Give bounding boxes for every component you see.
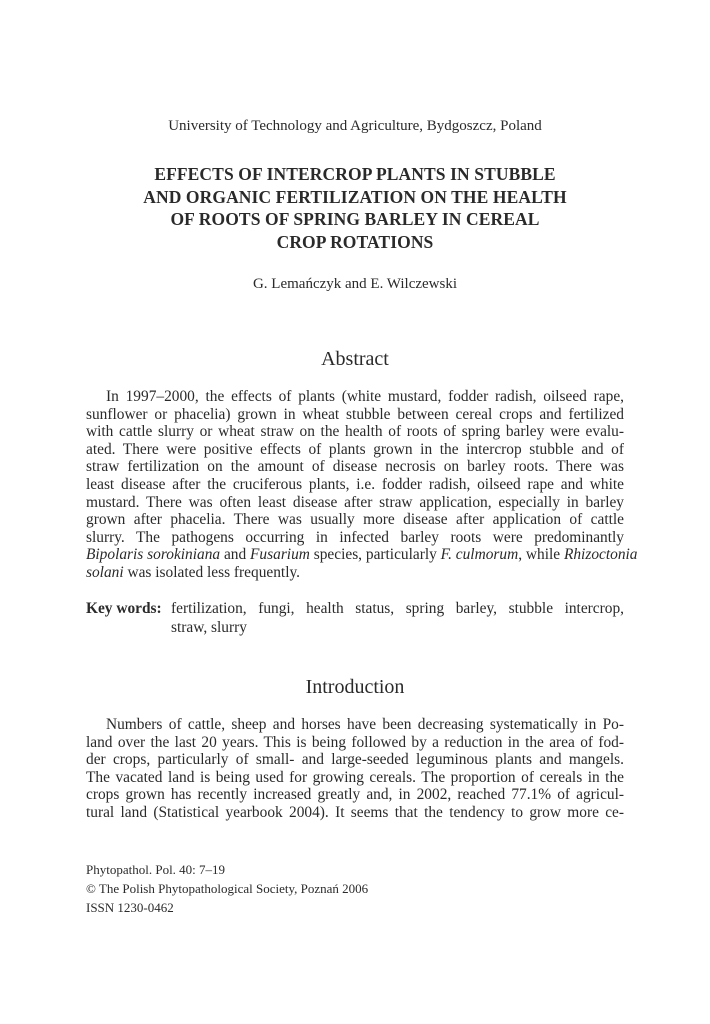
title-line: CROP ROTATIONS: [276, 231, 434, 252]
affiliation: University of Technology and Agriculture, Bydgoszcz, Poland: [168, 118, 542, 134]
abstract-line: slurry. The pathogens occurring in infected barley roots were predominantly: [86, 528, 624, 546]
abstract-line: sunflower or phacelia) grown in wheat stubble between cereal crops and fertilized: [86, 405, 624, 423]
title-line: EFFECTS OF INTERCROP PLANTS IN STUBBLE: [154, 164, 556, 184]
abstract-fragment: was isolated less frequently.: [123, 563, 301, 581]
authors: G. Lemańczyk and E. Wilczewski: [252, 276, 458, 292]
keywords-line: straw, slurry: [171, 618, 247, 636]
title-line: AND ORGANIC FERTILIZATION ON THE HEALTH: [143, 186, 567, 207]
intro-line: land over the last 20 years. This is being followed by a reduction in the area of fod-: [86, 733, 624, 751]
abstract-heading: Abstract: [321, 348, 389, 370]
species-name: Rhizoctonia: [563, 546, 638, 564]
intro-line: Numbers of cattle, sheep and horses have been decreasing systematically in Po-: [106, 716, 624, 733]
keywords-label: Key words:: [86, 600, 162, 617]
abstract-line: grown after phacelia. There was usually more disease after application of cattle: [86, 511, 624, 529]
abstract-line: ated. There were positive effects of plants grown in the intercrop stubble and of: [86, 440, 624, 458]
paper-title: [100, 163, 610, 253]
keywords-line: fertilization, fungi, health status, spring barley, stubble intercrop,: [171, 600, 624, 617]
intro-line: tural land (Statistical yearbook 2004). It seems that the tendency to grow more ce-: [86, 803, 624, 821]
abstract-line: with cattle slurry or wheat straw on the health of roots of spring barley were evalu-: [86, 423, 624, 441]
title-line: OF ROOTS OF SPRING BARLEY IN CEREAL: [170, 209, 540, 229]
abstract-line: In 1997–2000, the effects of plants (white mustard, fodder radish, oilseed rape,: [106, 388, 624, 405]
keywords-list: [171, 600, 624, 637]
species-name: Bipolaris sorokiniana: [86, 546, 221, 564]
species-name: F. culmorum: [440, 546, 519, 564]
introduction-text: [86, 716, 624, 822]
abstract-fragment: species, particularly: [309, 546, 441, 564]
species-name: solani: [86, 563, 124, 581]
abstract-line: least disease after the cruciferous plants, i.e. fodder radish, oilseed rape and white: [86, 475, 624, 493]
copyright-notice: © The Polish Phytopathological Society, Poznań 2006: [86, 881, 369, 896]
abstract-text: [86, 388, 638, 582]
abstract-line: [86, 564, 624, 582]
introduction-heading: Introduction: [305, 676, 405, 698]
intro-line: crops grown has recently increased greatly and, in 2002, reached 77.1% of agricul-: [86, 786, 624, 804]
abstract-line: mustard. There was often least disease after straw application, especially in barley: [86, 493, 624, 511]
abstract-line: straw fertilization on the amount of disease necrosis on barley roots. There was: [86, 458, 624, 476]
issn: ISSN 1230-0462: [86, 900, 174, 915]
intro-line: The vacated land is being used for growing cereals. The proportion of cereals in the: [86, 768, 624, 786]
intro-line: der crops, particularly of small- and large-seeded leguminous plants and mangels.: [86, 751, 624, 769]
abstract-fragment: and: [220, 546, 251, 564]
species-name: Fusarium: [250, 546, 310, 564]
journal-citation: Phytopathol. Pol. 40: 7–19: [86, 862, 226, 877]
publication-footer: [86, 860, 368, 917]
abstract-line: [86, 546, 638, 564]
abstract-fragment: , while: [518, 546, 564, 564]
